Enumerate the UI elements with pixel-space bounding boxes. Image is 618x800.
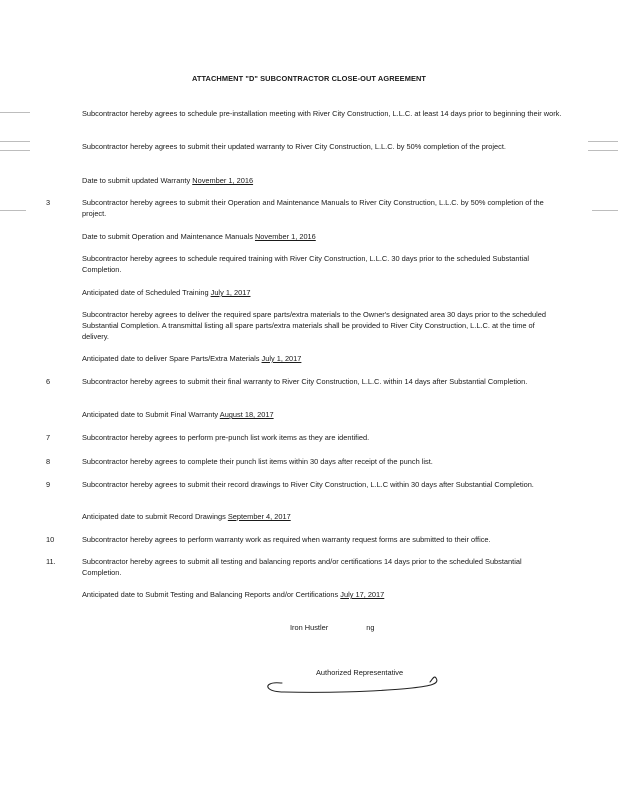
clause-1: Subcontractor hereby agrees to schedule pre-installation meeting with River City Construction, L.L.C. at least 14 days prior to beginning their work.	[82, 109, 562, 118]
clause-11: Subcontractor hereby agrees to submit all testing and balancing reports and/or certifications 14 days prior to the scheduled Substantial Completion.	[82, 557, 522, 577]
clause-2-date-line	[82, 176, 253, 185]
company-name-part-2: ng	[366, 623, 375, 632]
clause-5-date-line	[82, 354, 301, 363]
scan-artifact-line	[0, 210, 26, 211]
scan-artifact-line	[0, 112, 30, 113]
clause-9-date-line	[82, 512, 291, 521]
company-name-part-1: Iron Hustler	[290, 623, 329, 632]
clause-9-date-label: Anticipated date to submit Record Drawings	[82, 512, 226, 521]
clause-3-date-line	[82, 232, 316, 241]
clause-6-number: 6	[46, 377, 51, 386]
clause-4-date-label: Anticipated date of Scheduled Training	[82, 288, 209, 297]
scan-artifact-line	[588, 141, 618, 142]
clause-5: Subcontractor hereby agrees to deliver the required spare parts/extra materials to the Owner's designated area 30 days prior to the scheduled Substantial Completion. A transmittal listing all spare parts/extra materials shall be provided to River City Construction, L.L.C. at the time of delivery.	[82, 310, 546, 341]
scan-artifact-line	[0, 141, 30, 142]
clause-11-number: 11.	[46, 557, 56, 566]
clause-9: Subcontractor hereby agrees to submit their record drawings to River City Construction, L.L.C within 30 days after Substantial Completion.	[82, 480, 534, 489]
clause-7: Subcontractor hereby agrees to perform pre-punch list work items as they are identified.	[82, 433, 370, 442]
clause-3-number: 3	[46, 198, 51, 207]
clause-9-number: 9	[46, 480, 51, 489]
scan-artifact-line	[588, 150, 618, 151]
scan-artifact-line	[592, 210, 618, 211]
company-name	[290, 623, 374, 632]
clause-11-date-label: Anticipated date to Submit Testing and Balancing Reports and/or Certifications	[82, 590, 339, 599]
clause-6-date-line	[82, 410, 274, 419]
clause-2: Subcontractor hereby agrees to submit their updated warranty to River City Construction, L.L.C. by 50% completion of the project.	[82, 142, 506, 151]
clause-5-date-value: July 1, 2017	[261, 354, 302, 363]
clause-6-date-label: Anticipated date to Submit Final Warranty	[82, 410, 219, 419]
document-title: ATTACHMENT "D" SUBCONTRACTOR CLOSE-OUT AGREEMENT	[191, 74, 427, 83]
scan-artifact-line	[0, 150, 30, 151]
clause-10: Subcontractor hereby agrees to perform warranty work as required when warranty request forms are submitted to their office.	[82, 535, 491, 544]
clause-2-date-label: Date to submit updated Warranty	[82, 176, 191, 185]
clause-4-date-line	[82, 288, 250, 297]
clause-4: Subcontractor hereby agrees to schedule required training with River City Construction, L.L.C. 30 days prior to the scheduled Substantial Completion.	[82, 254, 529, 274]
clause-11-date-value: July 17, 2017	[340, 590, 385, 599]
clause-4-date-value: July 1, 2017	[210, 288, 251, 297]
clause-3-date-label: Date to submit Operation and Maintenance Manuals	[82, 232, 253, 241]
clause-11-date-line	[82, 590, 384, 599]
clause-6: Subcontractor hereby agrees to submit their final warranty to River City Construction, L.L.C. within 14 days after Substantial Completion.	[82, 377, 528, 386]
clause-3: Subcontractor hereby agrees to submit their Operation and Maintenance Manuals to River City Construction, L.L.C. by 50% completion of the project.	[82, 198, 544, 218]
clause-5-date-label: Anticipated date to deliver Spare Parts/Extra Materials	[82, 354, 260, 363]
clause-7-number: 7	[46, 433, 51, 442]
clause-3-date-value: November 1, 2016	[254, 232, 316, 241]
clause-8: Subcontractor hereby agrees to complete their punch list items within 30 days after receipt of the punch list.	[82, 457, 433, 466]
clause-9-date-value: September 4, 2017	[227, 512, 291, 521]
clause-10-number: 10	[46, 535, 55, 544]
clause-6-date-value: August 18, 2017	[219, 410, 274, 419]
authorized-representative-label: Authorized Representative	[316, 668, 404, 677]
clause-8-number: 8	[46, 457, 51, 466]
clause-2-date-value: November 1, 2016	[192, 176, 254, 185]
